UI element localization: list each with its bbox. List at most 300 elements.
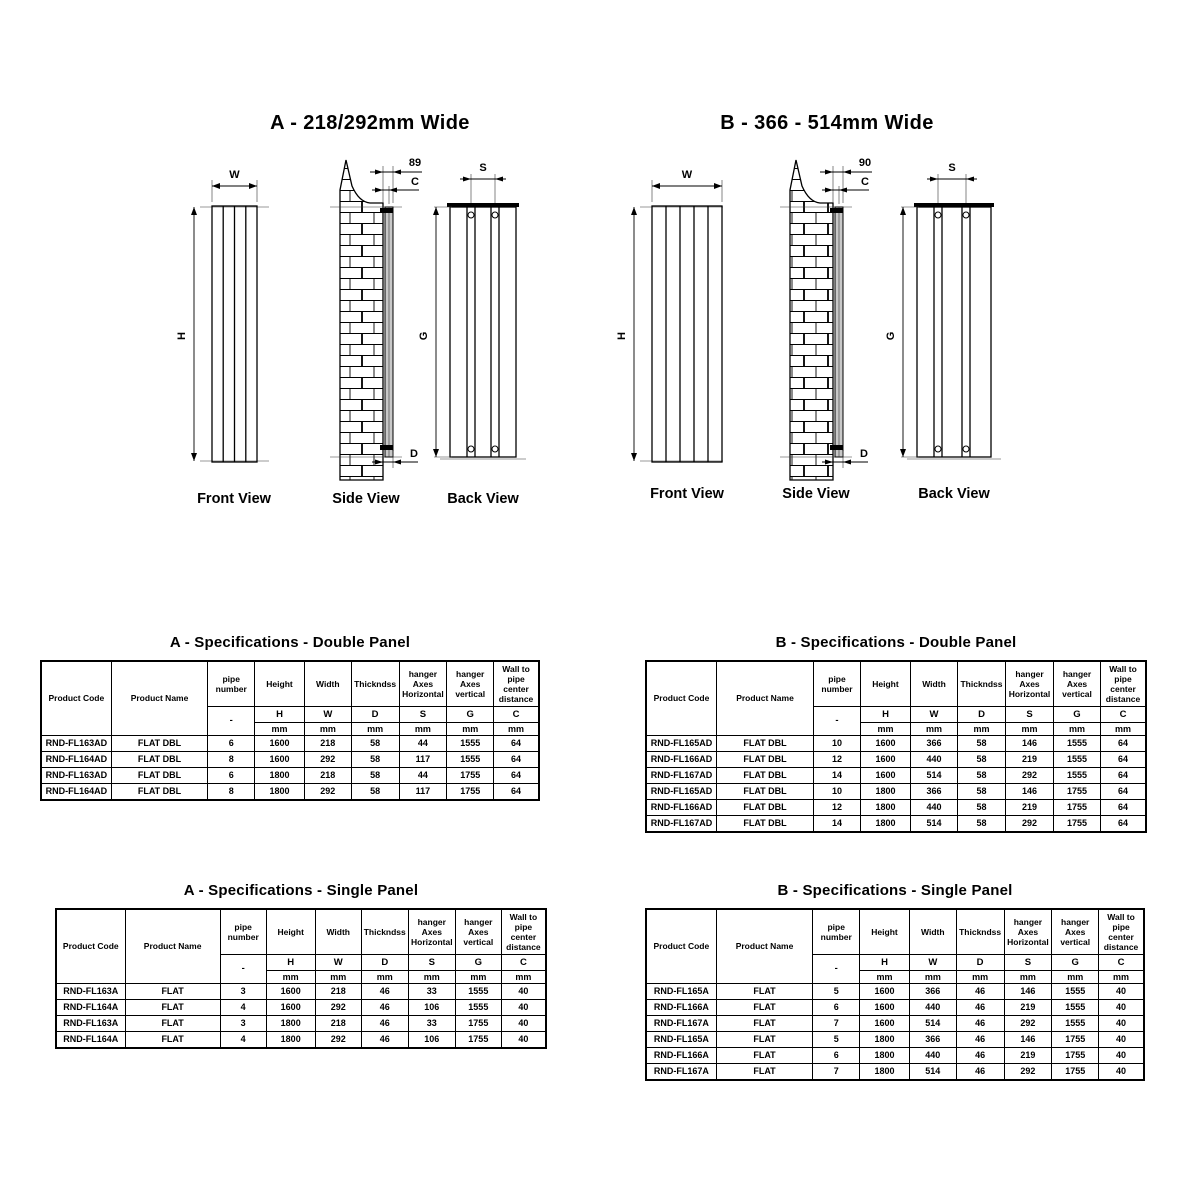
- subheader-d: D: [361, 955, 408, 971]
- table-cell: FLAT DBL: [111, 752, 208, 768]
- table-cell: RND-FL165A: [646, 1032, 716, 1048]
- unit-cell: mm: [1101, 723, 1147, 736]
- spec-table-b-double: [645, 660, 1147, 833]
- unit-cell: mm: [447, 723, 494, 736]
- table-cell: FLAT DBL: [111, 784, 208, 801]
- unit-cell: mm: [911, 723, 958, 736]
- back-view-drawing: [418, 162, 526, 459]
- brick-wall: [790, 160, 833, 480]
- table-cell: 1555: [1054, 752, 1101, 768]
- subheader-w: W: [304, 707, 351, 723]
- table-cell: 106: [408, 1000, 455, 1016]
- unit-cell: mm: [399, 723, 447, 736]
- table-cell: 146: [1004, 1032, 1052, 1048]
- table-cell: 46: [361, 1032, 408, 1049]
- col-header-hanger-horizontal: hanger Axes Horizontal: [408, 909, 455, 955]
- table-title: B - Specifications - Double Panel: [775, 634, 1017, 651]
- subheader-w: W: [315, 955, 361, 971]
- table-cell: 146: [1006, 736, 1054, 752]
- table-cell: 292: [1004, 1064, 1052, 1081]
- hanger-point: [468, 212, 474, 218]
- table-cell: RND-FL166AD: [646, 752, 717, 768]
- dim-label-h: H: [176, 332, 188, 340]
- table-cell: FLAT DBL: [717, 816, 814, 833]
- table-cell: 6: [813, 1048, 860, 1064]
- table-cell: 1600: [266, 984, 315, 1000]
- table-cell: 14: [814, 768, 861, 784]
- table-cell: 5: [813, 984, 860, 1000]
- table-cell: 46: [956, 1048, 1004, 1064]
- subheader-h: H: [266, 955, 315, 971]
- table-cell: 12: [814, 800, 861, 816]
- table-cell: 44: [399, 736, 447, 752]
- table-title: A - Specifications - Double Panel: [169, 634, 411, 651]
- table-row: [41, 784, 539, 801]
- table-cell: 64: [494, 784, 539, 801]
- table-row: [646, 768, 1146, 784]
- spec-section-b-single: [645, 882, 1145, 1081]
- table-cell: 1755: [1054, 816, 1101, 833]
- col-header-height: Height: [861, 661, 911, 707]
- hanger-point: [935, 446, 941, 452]
- table-cell: 1600: [861, 768, 911, 784]
- table-row: [646, 1064, 1144, 1081]
- front-view-label: Front View: [197, 491, 271, 507]
- table-cell: 64: [1101, 736, 1147, 752]
- table-cell: 1600: [860, 984, 910, 1000]
- table-cell: 6: [813, 1000, 860, 1016]
- side-view-label: Side View: [332, 491, 400, 507]
- hanger-point: [963, 212, 969, 218]
- table-cell: 8: [208, 784, 255, 801]
- table-cell: 64: [494, 736, 539, 752]
- table-cell: 1800: [255, 784, 305, 801]
- front-view-drawing: [176, 169, 269, 462]
- table-cell: RND-FL166AD: [646, 800, 717, 816]
- col-header-hanger-horizontal: hanger Axes Horizontal: [1006, 661, 1054, 707]
- unit-cell: mm: [455, 971, 501, 984]
- table-cell: 40: [1099, 984, 1144, 1000]
- side-view-drawing: [780, 157, 872, 480]
- table-cell: FLAT: [125, 1032, 220, 1049]
- col-header-pipe-number: pipe number: [208, 661, 255, 707]
- subheader-d: D: [351, 707, 399, 723]
- table-row: [646, 752, 1146, 768]
- col-header-hanger-horizontal: hanger Axes Horizontal: [1004, 909, 1052, 955]
- unit-cell: mm: [408, 971, 455, 984]
- table-cell: 58: [351, 736, 399, 752]
- col-header-height: Height: [266, 909, 315, 955]
- table-cell: 219: [1006, 752, 1054, 768]
- subheader-c: C: [501, 955, 546, 971]
- table-cell: 1755: [447, 768, 494, 784]
- col-header-width: Width: [911, 661, 958, 707]
- unit-cell: mm: [304, 723, 351, 736]
- table-cell: 40: [1099, 1048, 1144, 1064]
- table-cell: 58: [958, 752, 1006, 768]
- table-cell: 218: [315, 984, 361, 1000]
- table-cell: 1600: [860, 1000, 910, 1016]
- dim-label-w: W: [681, 169, 693, 181]
- col-header-product-code: Product Code: [41, 661, 111, 736]
- table-cell: 46: [956, 1032, 1004, 1048]
- table-cell: 6: [208, 736, 255, 752]
- subheader-d: D: [956, 955, 1004, 971]
- table-cell: 117: [399, 784, 447, 801]
- subheader-c: C: [494, 707, 539, 723]
- hanger-point: [935, 212, 941, 218]
- unit-cell: mm: [351, 723, 399, 736]
- table-cell: 58: [958, 768, 1006, 784]
- table-cell: 58: [351, 768, 399, 784]
- table-cell: 1555: [447, 736, 494, 752]
- subheader-dash: -: [814, 707, 861, 736]
- subheader-s: S: [1004, 955, 1052, 971]
- table-cell: 146: [1006, 784, 1054, 800]
- table-row: [41, 768, 539, 784]
- unit-cell: mm: [958, 723, 1006, 736]
- table-cell: 1800: [255, 768, 305, 784]
- dim-label-wall-offset: 90: [858, 157, 872, 169]
- front-view-label: Front View: [650, 486, 724, 502]
- section-b-title: B - 366 - 514mm Wide: [720, 112, 934, 134]
- table-cell: 6: [208, 768, 255, 784]
- table-cell: FLAT: [716, 1032, 813, 1048]
- table-cell: 46: [361, 1000, 408, 1016]
- col-header-pipe-number: pipe number: [813, 909, 860, 955]
- table-row: [41, 752, 539, 768]
- table-cell: 1555: [447, 752, 494, 768]
- table-cell: 58: [958, 800, 1006, 816]
- table-cell: 292: [315, 1032, 361, 1049]
- table-row: [646, 1016, 1144, 1032]
- table-row: [56, 1016, 546, 1032]
- table-cell: 292: [1004, 1016, 1052, 1032]
- table-cell: FLAT: [716, 1016, 813, 1032]
- table-cell: 33: [408, 1016, 455, 1032]
- dim-label-h: H: [616, 332, 628, 340]
- table-cell: 366: [911, 784, 958, 800]
- side-view-label: Side View: [782, 486, 850, 502]
- table-cell: RND-FL165AD: [646, 784, 717, 800]
- table-cell: 5: [813, 1032, 860, 1048]
- spec-section-b-double: [645, 634, 1147, 833]
- table-cell: RND-FL164A: [56, 1000, 125, 1016]
- col-header-thickness: Thickndss: [361, 909, 408, 955]
- table-cell: 117: [399, 752, 447, 768]
- table-cell: 1555: [455, 1000, 501, 1016]
- col-header-product-code: Product Code: [56, 909, 125, 984]
- col-header-wall-to-pipe: Wall to pipe center distance: [1099, 909, 1144, 955]
- table-cell: 64: [1101, 816, 1147, 833]
- table-cell: 440: [911, 800, 958, 816]
- table-title: B - Specifications - Single Panel: [777, 882, 1013, 899]
- unit-cell: mm: [1004, 971, 1052, 984]
- col-header-product-name: Product Name: [125, 909, 220, 984]
- table-row: [646, 736, 1146, 752]
- col-header-hanger-vertical: hanger Axes vertical: [447, 661, 494, 707]
- table-cell: 1555: [1054, 768, 1101, 784]
- table-cell: 440: [911, 752, 958, 768]
- back-view-label: Back View: [447, 491, 519, 507]
- table-cell: 3: [220, 1016, 266, 1032]
- table-cell: 1755: [455, 1032, 501, 1049]
- col-header-hanger-horizontal: hanger Axes Horizontal: [399, 661, 447, 707]
- col-header-hanger-vertical: hanger Axes vertical: [1054, 661, 1101, 707]
- col-header-wall-to-pipe: Wall to pipe center distance: [501, 909, 546, 955]
- table-cell: 1755: [447, 784, 494, 801]
- table-cell: 1800: [266, 1016, 315, 1032]
- table-row: [646, 1032, 1144, 1048]
- table-row: [646, 1048, 1144, 1064]
- col-header-width: Width: [909, 909, 956, 955]
- subheader-d: D: [958, 707, 1006, 723]
- table-cell: 1555: [1052, 1016, 1099, 1032]
- spec-section-a-double: [40, 634, 540, 801]
- back-view-label: Back View: [918, 486, 990, 502]
- table-cell: 7: [813, 1064, 860, 1081]
- table-cell: 514: [909, 1064, 956, 1081]
- table-cell: 4: [220, 1032, 266, 1049]
- unit-cell: mm: [1099, 971, 1144, 984]
- table-cell: 12: [814, 752, 861, 768]
- unit-cell: mm: [315, 971, 361, 984]
- table-row: [646, 784, 1146, 800]
- subheader-dash: -: [813, 955, 860, 984]
- table-cell: RND-FL163A: [56, 984, 125, 1000]
- col-header-height: Height: [860, 909, 910, 955]
- table-cell: 64: [494, 768, 539, 784]
- diagram-section-a: [170, 146, 540, 516]
- subheader-h: H: [255, 707, 305, 723]
- table-cell: 44: [399, 768, 447, 784]
- table-cell: 1755: [1052, 1032, 1099, 1048]
- table-cell: 64: [494, 752, 539, 768]
- radiator-front-outline: [652, 206, 722, 462]
- col-header-product-name: Product Name: [111, 661, 208, 736]
- subheader-g: G: [1052, 955, 1099, 971]
- table-cell: 1800: [860, 1064, 910, 1081]
- table-cell: FLAT DBL: [717, 784, 814, 800]
- unit-cell: mm: [909, 971, 956, 984]
- table-row: [646, 800, 1146, 816]
- table-cell: 1755: [1054, 800, 1101, 816]
- table-row: [646, 816, 1146, 833]
- table-cell: 366: [909, 1032, 956, 1048]
- subheader-s: S: [399, 707, 447, 723]
- table-cell: 1755: [1052, 1064, 1099, 1081]
- spec-table-a-double: [40, 660, 540, 801]
- table-cell: 10: [814, 736, 861, 752]
- table-cell: 14: [814, 816, 861, 833]
- table-cell: 58: [958, 816, 1006, 833]
- top-wall-bracket: [380, 208, 393, 213]
- table-cell: 58: [958, 784, 1006, 800]
- table-cell: 1800: [266, 1032, 315, 1049]
- top-wall-bracket: [830, 208, 843, 213]
- subheader-h: H: [860, 955, 910, 971]
- unit-cell: mm: [361, 971, 408, 984]
- dim-label-c: C: [411, 176, 419, 188]
- table-cell: RND-FL165AD: [646, 736, 717, 752]
- table-cell: 219: [1006, 800, 1054, 816]
- table-cell: FLAT DBL: [717, 768, 814, 784]
- table-cell: 46: [956, 1000, 1004, 1016]
- unit-cell: mm: [1052, 971, 1099, 984]
- section-a-title: A - 218/292mm Wide: [270, 112, 470, 134]
- dim-label-c: C: [861, 176, 869, 188]
- subheader-w: W: [911, 707, 958, 723]
- unit-cell: mm: [494, 723, 539, 736]
- dim-label-s: S: [948, 162, 956, 174]
- radiator-back-outline: [917, 207, 991, 457]
- col-header-width: Width: [315, 909, 361, 955]
- radiator-back-outline: [450, 207, 516, 457]
- table-cell: 292: [304, 784, 351, 801]
- table-cell: FLAT: [125, 1000, 220, 1016]
- table-row: [56, 1032, 546, 1049]
- table-cell: 219: [1004, 1000, 1052, 1016]
- table-cell: 1555: [455, 984, 501, 1000]
- back-view-drawing: [885, 162, 1001, 459]
- table-cell: 1800: [861, 800, 911, 816]
- table-cell: 1755: [1054, 784, 1101, 800]
- table-cell: 58: [351, 784, 399, 801]
- col-header-thickness: Thickndss: [956, 909, 1004, 955]
- table-cell: 366: [909, 984, 956, 1000]
- bottom-wall-bracket: [830, 445, 843, 450]
- table-cell: 1600: [255, 752, 305, 768]
- table-cell: RND-FL163AD: [41, 768, 111, 784]
- subheader-g: G: [1054, 707, 1101, 723]
- table-cell: 514: [911, 768, 958, 784]
- table-cell: 218: [304, 768, 351, 784]
- table-cell: 3: [220, 984, 266, 1000]
- col-header-hanger-vertical: hanger Axes vertical: [455, 909, 501, 955]
- side-view-drawing: [330, 157, 422, 480]
- unit-cell: mm: [956, 971, 1004, 984]
- col-header-thickness: Thickndss: [958, 661, 1006, 707]
- col-header-product-code: Product Code: [646, 661, 717, 736]
- subheader-g: G: [455, 955, 501, 971]
- unit-cell: mm: [255, 723, 305, 736]
- hanger-point: [492, 212, 498, 218]
- table-cell: FLAT DBL: [111, 768, 208, 784]
- table-cell: 1600: [861, 736, 911, 752]
- table-cell: 46: [361, 1016, 408, 1032]
- table-cell: 1800: [860, 1048, 910, 1064]
- table-cell: 1600: [255, 736, 305, 752]
- table-cell: 40: [501, 1032, 546, 1049]
- table-cell: 1800: [861, 784, 911, 800]
- col-header-pipe-number: pipe number: [814, 661, 861, 707]
- col-header-wall-to-pipe: Wall to pipe center distance: [1101, 661, 1147, 707]
- subheader-dash: -: [208, 707, 255, 736]
- table-cell: 218: [315, 1016, 361, 1032]
- table-cell: 514: [909, 1016, 956, 1032]
- table-cell: 1800: [861, 816, 911, 833]
- table-cell: 292: [1006, 816, 1054, 833]
- table-cell: 40: [1099, 1032, 1144, 1048]
- diagram-section-b: [612, 146, 1012, 516]
- table-cell: 40: [1099, 1016, 1144, 1032]
- table-cell: FLAT: [716, 1064, 813, 1081]
- table-cell: RND-FL166A: [646, 1000, 716, 1016]
- table-cell: 33: [408, 984, 455, 1000]
- table-cell: RND-FL163A: [56, 1016, 125, 1032]
- unit-cell: mm: [861, 723, 911, 736]
- subheader-c: C: [1099, 955, 1144, 971]
- col-header-product-name: Product Name: [717, 661, 814, 736]
- table-cell: RND-FL164AD: [41, 752, 111, 768]
- col-header-product-name: Product Name: [716, 909, 813, 984]
- table-cell: RND-FL167A: [646, 1064, 716, 1081]
- dim-label-wall-offset: 89: [408, 157, 422, 169]
- bottom-wall-bracket: [380, 445, 393, 450]
- table-row: [646, 1000, 1144, 1016]
- col-header-product-code: Product Code: [646, 909, 716, 984]
- col-header-hanger-vertical: hanger Axes vertical: [1052, 909, 1099, 955]
- table-cell: 1755: [1052, 1048, 1099, 1064]
- table-row: [56, 1000, 546, 1016]
- table-cell: RND-FL165A: [646, 984, 716, 1000]
- table-cell: 1555: [1052, 984, 1099, 1000]
- unit-cell: mm: [1006, 723, 1054, 736]
- col-header-wall-to-pipe: Wall to pipe center distance: [494, 661, 539, 707]
- table-cell: 40: [1099, 1064, 1144, 1081]
- table-cell: 58: [958, 736, 1006, 752]
- subheader-s: S: [408, 955, 455, 971]
- subheader-c: C: [1101, 707, 1147, 723]
- subheader-dash: -: [220, 955, 266, 984]
- table-cell: FLAT: [716, 1048, 813, 1064]
- spec-section-a-single: [55, 882, 547, 1049]
- table-cell: 46: [361, 984, 408, 1000]
- table-cell: 1800: [860, 1032, 910, 1048]
- table-cell: 40: [1099, 1000, 1144, 1016]
- brick-wall: [340, 160, 383, 480]
- table-cell: 46: [956, 1064, 1004, 1081]
- table-cell: 40: [501, 984, 546, 1000]
- dim-label-d: D: [410, 448, 418, 460]
- table-cell: 40: [501, 1000, 546, 1016]
- table-cell: 106: [408, 1032, 455, 1049]
- table-cell: 8: [208, 752, 255, 768]
- subheader-h: H: [861, 707, 911, 723]
- subheader-w: W: [909, 955, 956, 971]
- dim-label-g: G: [418, 331, 430, 341]
- table-cell: 292: [315, 1000, 361, 1016]
- table-row: [646, 984, 1144, 1000]
- table-row: [56, 984, 546, 1000]
- table-cell: 1755: [455, 1016, 501, 1032]
- table-cell: 292: [304, 752, 351, 768]
- col-header-pipe-number: pipe number: [220, 909, 266, 955]
- dim-label-g: G: [885, 331, 897, 341]
- spec-table-b-single: [645, 908, 1145, 1081]
- col-header-width: Width: [304, 661, 351, 707]
- table-cell: RND-FL164AD: [41, 784, 111, 801]
- table-title: A - Specifications - Single Panel: [183, 882, 419, 899]
- col-header-thickness: Thickndss: [351, 661, 399, 707]
- hanger-point: [963, 446, 969, 452]
- table-cell: FLAT DBL: [111, 736, 208, 752]
- table-cell: FLAT DBL: [717, 800, 814, 816]
- table-cell: FLAT: [125, 984, 220, 1000]
- dim-label-w: W: [229, 169, 240, 181]
- table-cell: 58: [351, 752, 399, 768]
- table-cell: 440: [909, 1048, 956, 1064]
